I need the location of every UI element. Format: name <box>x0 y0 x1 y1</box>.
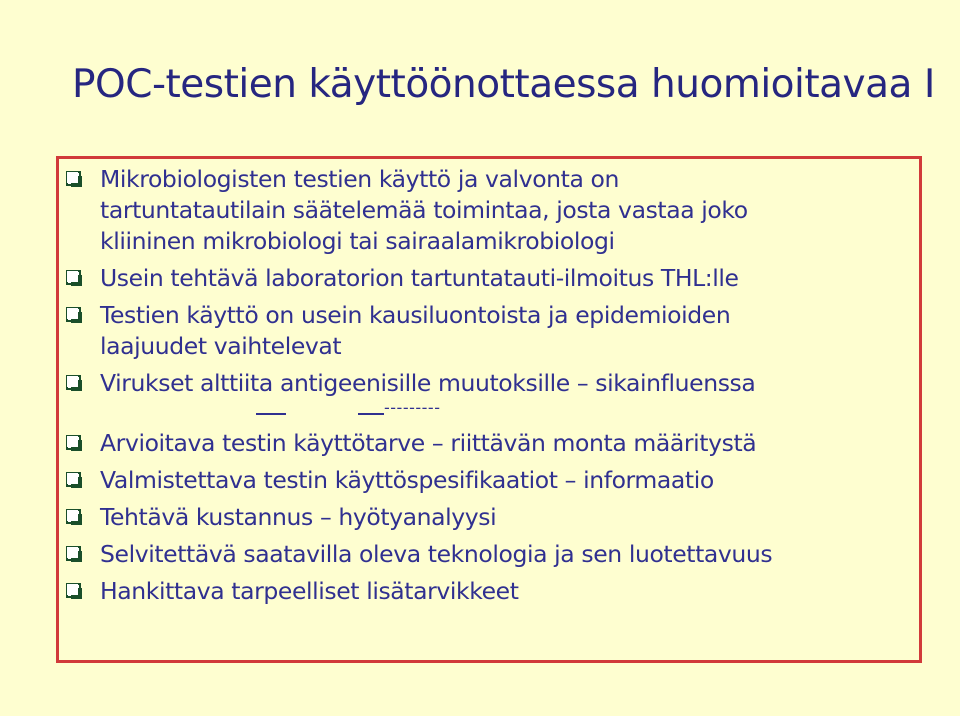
bullet-text-line: Usein tehtävä laboratorion tartuntatauti-ilmoitus THL:lle <box>100 264 739 292</box>
bullet-item <box>64 263 914 294</box>
checkbox-icon <box>66 472 81 487</box>
checkbox-icon <box>66 375 81 390</box>
bullet-text-line: kliininen mikrobiologi tai sairaalamikrobiologi <box>100 227 615 255</box>
checkbox-icon <box>66 307 81 322</box>
blank-underline <box>358 413 384 415</box>
bullet-text-line: Selvitettävä saatavilla oleva teknologia ja sen luotettavuus <box>100 540 773 568</box>
bullet-text-line: Virukset alttiita antigeenisille muutoksille – sikainfluenssa <box>100 369 756 397</box>
bullet-item <box>64 465 914 496</box>
bullet-item <box>64 164 914 257</box>
bullet-item <box>64 428 914 459</box>
bullet-item <box>64 368 914 399</box>
checkbox-icon <box>66 435 81 450</box>
bullet-text-line: Arvioitava testin käyttötarve – riittävän monta määritystä <box>100 429 757 457</box>
checkbox-icon <box>66 171 81 186</box>
blank-underline <box>256 413 286 415</box>
bullet-text-line: Hankittava tarpeelliset lisätarvikkeet <box>100 577 519 605</box>
bullet-text-line: tartuntatautilain säätelemää toimintaa, josta vastaa joko <box>100 196 748 224</box>
bullet-text-line: Tehtävä kustannus – hyötyanalyysi <box>100 503 497 531</box>
bullet-item <box>64 300 914 362</box>
bullet-list <box>64 164 914 613</box>
bullet-text-line: laajuudet vaihtelevat <box>100 332 342 360</box>
bullet-text-line: Testien käyttö on usein kausiluontoista ja epidemioiden <box>100 301 731 329</box>
dashed-line: --------- <box>384 398 441 417</box>
bullet-item <box>64 576 914 607</box>
bullet-text-line: Mikrobiologisten testien käyttö ja valvonta on <box>100 165 620 193</box>
checkbox-icon <box>66 270 81 285</box>
bullet-item <box>64 539 914 570</box>
fill-in-line <box>64 397 914 422</box>
bullet-item <box>64 502 914 533</box>
checkbox-icon <box>66 583 81 598</box>
checkbox-icon <box>66 546 81 561</box>
slide-title: POC-testien käyttöönottaessa huomioitavaa I <box>72 62 935 107</box>
checkbox-icon <box>66 509 81 524</box>
bullet-text-line: Valmistettava testin käyttöspesifikaatiot – informaatio <box>100 466 714 494</box>
